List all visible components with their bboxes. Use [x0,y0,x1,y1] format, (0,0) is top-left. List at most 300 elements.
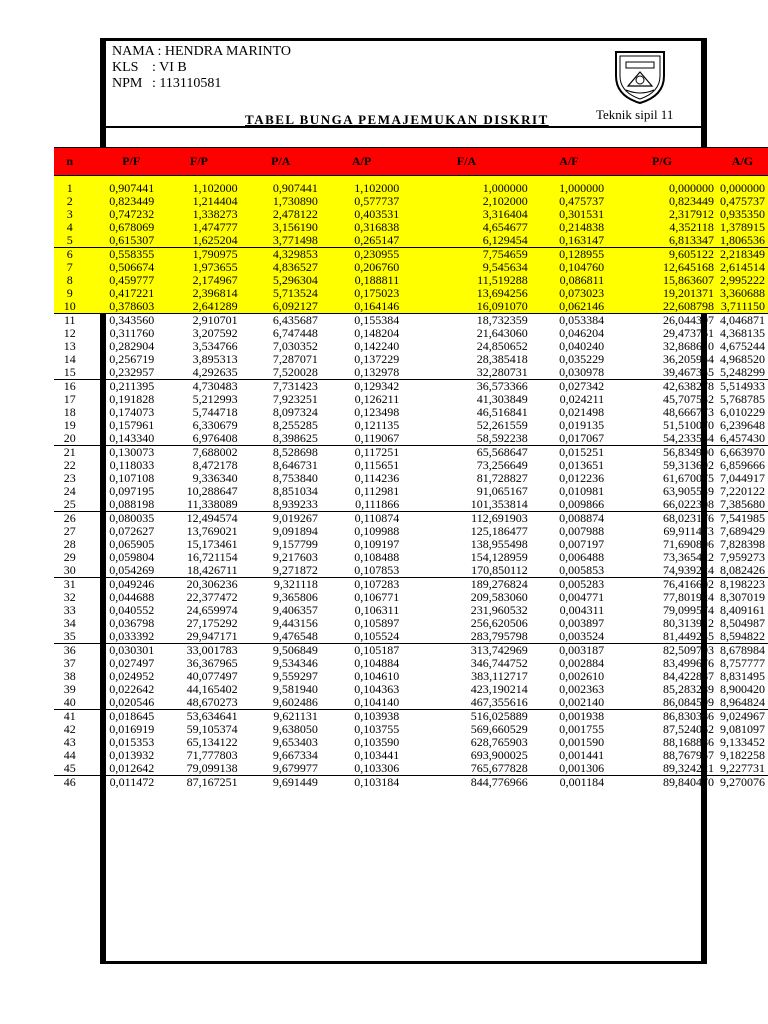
factor-cell: 85,283289 [662,682,714,696]
factor-cell: 0,027342 [531,380,607,394]
factor-cell: 4,046871 [717,314,768,328]
factor-cell: 56,834990 [607,446,717,460]
column-header: F/P [157,148,240,176]
factor-cell: 0,110874 [321,512,402,526]
factor-cell: 0,106771 [354,590,400,604]
factor-cell: 6,435687 [241,314,321,328]
factor-cell: 9,581940 [272,682,318,696]
factor-cell: 0,256719 [109,352,155,366]
factor-cell: 0,157961 [109,418,155,432]
factor-cell: 1,806536 [717,234,768,248]
period-cell: 31 [54,578,86,592]
blank-cell [86,261,106,274]
factor-cell: 0,111866 [355,497,400,511]
factor-cell: 66,022308 [662,497,714,511]
table-row [54,314,768,328]
factor-cell: 73,256649 [476,458,528,472]
factor-cell: 11,338089 [187,497,238,511]
factor-cell: 0,109197 [354,537,400,551]
table-row [54,538,768,551]
factor-cell: 0,022642 [109,682,155,696]
column-header: n [54,148,86,176]
factor-cell: 0,002884 [559,656,605,670]
factor-cell: 0,558355 [105,248,157,262]
factor-cell: 0,103306 [354,761,400,775]
period-cell: 37 [63,656,76,670]
period-cell: 34 [63,616,76,630]
factor-cell: 1,102000 [157,182,240,195]
blank-cell [86,604,106,617]
factor-cell: 59,105374 [186,722,238,736]
factor-cell: 0,265147 [321,234,402,248]
factor-cell: 4,836527 [241,261,321,274]
factor-cell: 2,641289 [157,300,240,314]
factor-cell: 0,128955 [531,248,607,262]
factor-cell: 0,577737 [321,195,402,208]
factor-cell: 0,107108 [109,471,155,485]
factor-cell: 0,907441 [241,182,321,195]
column-header-blank [86,148,106,176]
factor-cell: 693,900025 [470,748,528,762]
blank-cell [86,710,106,724]
period-cell: 25 [63,497,76,511]
factor-cell: 8,678984 [717,644,768,658]
period-cell: 24 [63,484,76,498]
period-cell: 14 [63,352,76,366]
factor-cell: 8,082426 [720,563,765,577]
factor-cell: 0,104760 [531,261,607,274]
blank-cell [86,287,106,300]
factor-cell: 3,156190 [241,221,321,234]
table-header-row [54,148,768,176]
blank-cell [86,776,106,790]
class-value: : VI B [152,60,187,75]
factor-cell: 0,003897 [559,616,605,630]
period-cell: 5 [54,234,86,248]
factor-cell: 8,851034 [272,484,318,498]
factor-cell: 13,769021 [186,524,238,538]
blank-cell [86,300,106,314]
factor-cell: 1,625204 [157,234,240,248]
factor-cell: 0,004771 [559,590,605,604]
factor-cell: 313,742969 [402,644,531,658]
period-cell: 1 [54,182,86,195]
factor-cell: 79,099138 [186,761,238,775]
period-cell: 28 [63,537,76,551]
factor-cell: 8,594822 [720,629,765,643]
blank-cell [86,182,106,195]
factor-cell: 101,353814 [470,497,528,511]
factor-cell: 209,583060 [470,590,528,604]
factor-cell: 154,128959 [470,550,528,564]
factor-cell: 0,088198 [109,497,155,511]
factor-cell: 0,104363 [354,682,400,696]
factor-cell: 0,112981 [354,484,400,498]
factor-cell: 0,105897 [354,616,400,630]
factor-cell: 0,175023 [321,287,402,300]
factor-cell: 84,422887 [662,669,714,683]
factor-cell: 0,007988 [559,524,605,538]
blank-cell [86,723,106,736]
factor-cell: 9,091894 [272,524,318,538]
factor-cell: 0,073023 [531,287,607,300]
blank-cell [86,644,106,658]
factor-cell: 4,329853 [241,248,321,262]
period-cell: 32 [63,590,76,604]
table-row [54,472,768,485]
factor-cell: 0,013932 [109,748,155,762]
factor-cell: 283,795798 [470,629,528,643]
factor-cell: 0,017067 [559,431,605,445]
blank-cell [86,512,106,526]
factor-cell: 12,494574 [157,512,240,526]
factor-cell: 74,939224 [662,563,714,577]
factor-cell: 89,324221 [662,761,714,775]
factor-cell: 9,157799 [272,537,318,551]
factor-cell: 2,478122 [241,208,321,221]
factor-cell: 0,016919 [109,722,155,736]
factor-cell: 3,360688 [717,287,768,300]
factor-cell: 9,133452 [720,735,765,749]
factor-cell: 82,509793 [607,644,717,658]
table-row [54,617,768,630]
factor-cell: 0,403531 [321,208,402,221]
factor-cell: 0,003524 [559,629,605,643]
period-cell: 44 [63,748,76,762]
factor-cell: 2,317912 [607,208,717,221]
table-row [54,485,768,498]
factor-cell: 0,155384 [321,314,402,328]
factor-cell: 9,321118 [241,578,321,592]
factor-cell: 0,062146 [531,300,607,314]
factor-cell: 9,679977 [272,761,318,775]
factor-cell: 9,476548 [272,629,318,643]
factor-cell: 1,000000 [531,182,607,195]
factor-cell: 0,163147 [531,234,607,248]
factor-cell: 0,126211 [354,392,400,406]
table-row [54,578,768,592]
factor-cell: 844,776966 [402,776,531,790]
factor-cell: 0,191828 [109,392,155,406]
period-cell: 4 [54,221,86,234]
period-cell: 12 [63,326,76,340]
factor-cell: 0,035229 [559,352,605,366]
factor-cell: 79,099574 [662,603,714,617]
table-row [54,551,768,564]
blank-cell [86,419,106,432]
npm-label: NPM [112,76,143,91]
table-row [54,762,768,776]
factor-cell: 9,602486 [272,695,318,709]
factor-cell: 0,049246 [105,578,157,592]
period-cell: 27 [63,524,76,538]
factor-cell: 0,065905 [109,537,155,551]
factor-cell: 11,519288 [402,274,531,287]
factor-cell: 21,643060 [476,326,528,340]
factor-cell: 0,000000 [717,182,768,195]
factor-cell: 6,859666 [720,458,765,472]
factor-cell: 9,336340 [192,471,238,485]
period-cell: 35 [63,629,76,643]
factor-cell: 8,398625 [272,431,318,445]
factor-cell: 0,033392 [109,629,155,643]
table-row [54,208,768,221]
table-row [54,432,768,446]
factor-cell: 8,097324 [272,405,318,419]
factor-cell: 0,206760 [321,261,402,274]
table-row [54,723,768,736]
factor-cell: 0,001590 [559,735,605,749]
factor-cell: 5,768785 [720,392,765,406]
factor-cell: 36,205954 [662,352,714,366]
period-cell: 43 [63,735,76,749]
period-cell: 15 [63,365,76,379]
student-info [112,44,291,92]
factor-cell: 0,040552 [109,603,155,617]
factor-cell: 0,002610 [559,669,605,683]
factor-cell: 346,744752 [470,656,528,670]
factor-cell: 5,212993 [192,392,238,406]
factor-cell: 18,426711 [187,563,238,577]
factor-cell: 45,707532 [662,392,714,406]
column-header: P/F [105,148,157,176]
factor-cell: 3,534766 [192,339,238,353]
factor-cell: 0,475737 [717,195,768,208]
factor-cell: 6,092127 [241,300,321,314]
factor-cell: 0,188811 [321,274,402,287]
factor-cell: 7,828398 [720,537,765,551]
factor-cell: 3,207592 [192,326,238,340]
table-row [54,696,768,710]
table-row [54,327,768,340]
factor-cell: 9,081097 [720,722,765,736]
table-row [54,287,768,300]
factor-cell: 7,541985 [717,512,768,526]
factor-cell: 9,270076 [717,776,768,790]
period-cell: 38 [63,669,76,683]
period-cell: 19 [63,418,76,432]
factor-cell: 10,288647 [186,484,238,498]
table-row [54,182,768,195]
factor-cell: 6,663970 [717,446,768,460]
factor-cell: 0,106311 [354,603,400,617]
factor-cell: 7,030352 [272,339,318,353]
blank-cell [86,749,106,762]
factor-cell: 22,608798 [607,300,717,314]
factor-cell: 423,190214 [470,682,528,696]
factor-cell: 7,688002 [157,446,240,460]
factor-cell: 7,220122 [720,484,765,498]
factor-cell: 0,105187 [321,644,402,658]
factor-cell: 3,711150 [717,300,768,314]
factor-cell: 6,330679 [192,418,238,432]
factor-cell: 7,385680 [720,497,765,511]
factor-cell: 0,132978 [354,365,400,379]
factor-cell: 765,677828 [470,761,528,775]
factor-cell: 65,568647 [402,446,531,460]
factor-cell: 9,024967 [717,710,768,724]
factor-cell: 1,730890 [241,195,321,208]
factor-cell: 0,230955 [321,248,402,262]
factor-cell: 0,059804 [109,550,155,564]
table-row [54,261,768,274]
factor-cell: 8,504987 [720,616,765,630]
factor-cell: 9,653403 [272,735,318,749]
table-body [54,176,768,790]
npm-value: : 113110581 [152,76,222,91]
frame-bottom-border [100,961,707,964]
factor-cell: 41,303849 [476,392,528,406]
table-row [54,604,768,617]
factor-cell: 138,955498 [470,537,528,551]
factor-cell: 6,976408 [192,431,238,445]
factor-cell: 8,964824 [720,695,765,709]
factor-cell: 4,292635 [192,365,238,379]
blank-cell [86,248,106,262]
factor-cell: 39,467355 [662,365,714,379]
table-row [54,512,768,526]
table-row [54,736,768,749]
period-cell: 21 [54,446,86,460]
factor-cell: 2,995222 [717,274,768,287]
factor-cell: 6,747448 [272,326,318,340]
factor-cell: 0,003187 [531,644,607,658]
factor-cell: 0,004311 [559,603,605,617]
factor-cell: 7,520028 [272,365,318,379]
factor-cell: 8,900420 [720,682,765,696]
table-subtitle: Teknik sipil 11 [596,107,674,122]
factor-cell: 231,960532 [470,603,528,617]
factor-cell: 0,002140 [559,695,605,709]
factor-cell: 8,409161 [720,603,765,617]
blank-cell [86,485,106,498]
factor-cell: 9,691449 [241,776,321,790]
table-row [54,657,768,670]
blank-cell [86,208,106,221]
factor-cell: 0,008874 [531,512,607,526]
factor-cell: 0,108488 [354,550,400,564]
factor-cell: 4,675244 [720,339,765,353]
factor-cell: 0,001755 [559,722,605,736]
period-cell: 17 [63,392,76,406]
factor-cell: 48,670273 [186,695,238,709]
frame-top-border [100,38,707,41]
factor-cell: 6,239648 [720,418,765,432]
factor-cell: 1,973655 [157,261,240,274]
university-seal-icon [608,46,672,106]
factor-cell: 33,001783 [157,644,240,658]
factor-cell: 628,765903 [470,735,528,749]
factor-cell: 1,378915 [717,221,768,234]
blank-cell [86,366,106,380]
factor-cell: 0,104884 [354,656,400,670]
period-cell: 6 [54,248,86,262]
factor-cell: 0,129342 [321,380,402,394]
factor-cell: 1,474777 [157,221,240,234]
factor-cell: 7,754659 [402,248,531,262]
blank-cell [86,564,106,578]
factor-cell: 2,614514 [717,261,768,274]
blank-cell [86,380,106,394]
factor-cell: 0,114236 [354,471,400,485]
factor-cell: 58,592238 [476,431,528,445]
table-row [54,644,768,658]
blank-cell [86,472,106,485]
period-cell: 18 [63,405,76,419]
factor-cell: 0,086811 [531,274,607,287]
period-cell: 29 [63,550,76,564]
table-row [54,683,768,696]
blank-cell [86,459,106,472]
factor-cell: 51,510070 [662,418,714,432]
factor-cell: 9,406357 [272,603,318,617]
factor-cell: 8,307019 [720,590,765,604]
factor-cell: 12,645168 [607,261,717,274]
factor-cell: 0,012642 [109,761,155,775]
factor-cell: 0,046204 [559,326,605,340]
factor-cell: 20,306236 [157,578,240,592]
factor-cell: 0,475737 [531,195,607,208]
factor-cell: 3,771498 [241,234,321,248]
table-row [54,525,768,538]
factor-cell: 0,011472 [105,776,157,790]
factor-cell: 89,840470 [607,776,717,790]
factor-cell: 0,164146 [321,300,402,314]
factor-cell: 4,368135 [720,326,765,340]
factor-cell: 40,077497 [186,669,238,683]
factor-cell: 0,007197 [559,537,605,551]
factor-cell: 0,282904 [109,339,155,353]
table-row [54,459,768,472]
period-cell: 9 [54,287,86,300]
factor-cell: 0,030301 [105,644,157,658]
period-cell: 7 [54,261,86,274]
factor-cell: 0,232957 [109,365,155,379]
factor-cell: 0,103590 [354,735,400,749]
table-row [54,393,768,406]
factor-cell: 16,721154 [187,550,238,564]
period-cell: 45 [63,761,76,775]
period-cell: 13 [63,339,76,353]
factor-cell: 9,605122 [607,248,717,262]
factor-cell: 0,148204 [354,326,400,340]
factor-cell: 29,947171 [186,629,238,643]
table-row [54,300,768,314]
factor-cell: 5,713524 [241,287,321,300]
factor-cell: 8,198223 [717,578,768,592]
factor-cell: 0,142240 [354,339,400,353]
factor-cell: 61,670075 [662,471,714,485]
factor-cell: 3,895313 [192,352,238,366]
factor-cell: 0,015251 [531,446,607,460]
blank-cell [86,340,106,353]
factor-cell: 9,217603 [272,550,318,564]
factor-cell: 0,823449 [105,195,157,208]
table-title: TABEL BUNGA PEMAJEMUKAN DISKRIT [245,112,549,127]
factor-cell: 32,868610 [662,339,714,353]
factor-cell: 1,214404 [157,195,240,208]
table-row [54,498,768,512]
factor-cell: 569,660529 [470,722,528,736]
factor-cell: 0,211395 [105,380,157,394]
period-cell: 26 [54,512,86,526]
factor-cell: 516,025889 [402,710,531,724]
factor-cell: 7,689429 [720,524,765,538]
factor-cell: 36,367965 [186,656,238,670]
factor-cell: 5,248299 [720,365,765,379]
column-header: A/F [531,148,607,176]
factor-cell: 0,311760 [109,326,155,340]
